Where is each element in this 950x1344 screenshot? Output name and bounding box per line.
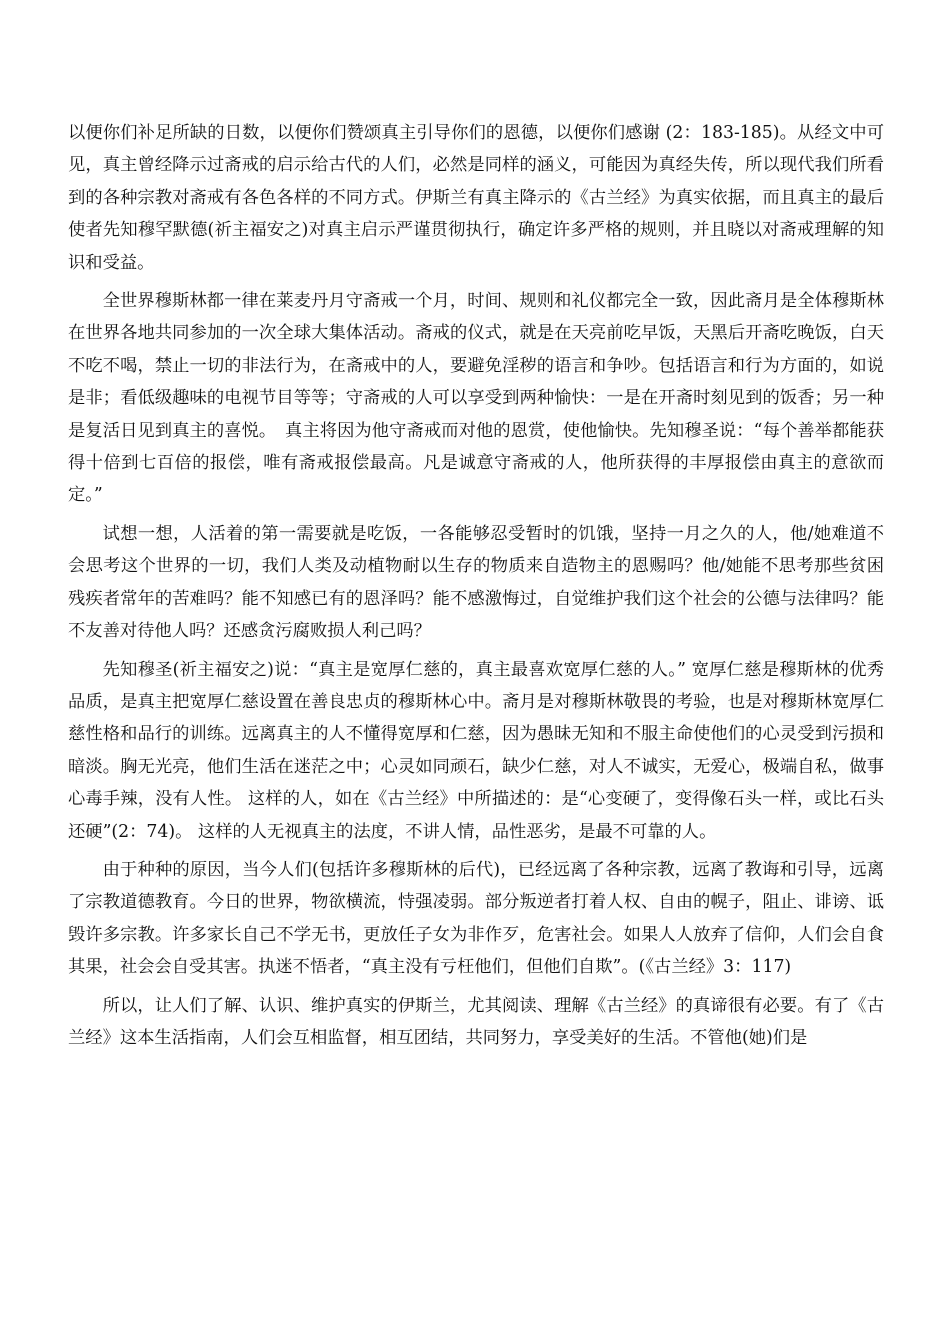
- paragraph-6: 所以，让人们了解、认识、维护真实的伊斯兰，尤其阅读、理解《古兰经》的真谛很有必要。有了《古兰经》这本生活指南，人们会互相监督，相互团结，共同努力，享受美好的生活。不管他(她)们是: [68, 995, 884, 1048]
- document-body: [68, 117, 884, 1060]
- paragraph-2: 全世界穆斯林都一律在莱麦丹月守斋戒一个月，时间、规则和礼仪都完全一致，因此斋月是全体穆斯林在世界各地共同参加的一次全球大集体活动。斋戒的仪式，就是在天亮前吃早饭，天黑后开斋吃晚饭，白天不吃不喝，禁止一切的非法行为，在斋戒中的人，要避免淫秽的语言和争吵。包括语言和行为方面的，如说是非；看低级趣味的电视节目等等；守斋戒的人可以享受到两种愉快：一是在开斋时刻见到的饭香；另一种是复活日见到真主的喜悦。 真主将因为他守斋戒而对他的恩赏，使他愉快。先知穆圣说：“每个善举都能获得十倍到七百倍的报偿，唯有斋戒报偿最高。凡是诚意守斋戒的人，他所获得的丰厚报偿由真主的意欲而定。”: [68, 291, 884, 506]
- paragraph-3: 试想一想，人活着的第一需要就是吃饭，一各能够忍受暂时的饥饿，坚持一月之久的人，他/她难道不会思考这个世界的一切，我们人类及动植物耐以生存的物质来自造物主的恩赐吗？他/她能不思考那些贫困残疾者常年的苦难吗？能不知感已有的恩泽吗？能不感激悔过，自觉维护我们这个社会的公德与法律吗？能不友善对待他人吗？还感贪污腐败损人利己吗？: [68, 523, 884, 642]
- paragraph-1: 以便你们补足所缺的日数，以便你们赞颂真主引导你们的恩德，以便你们感谢 (2：183-185)。从经文中可见，真主曾经降示过斋戒的启示给古代的人们，必然是同样的涵义，可能因为真经失传，所以现代我们所看到的各种宗教对斋戒有各色各样的不同方式。伊斯兰有真主降示的《古兰经》为真实依据，而且真主的最后使者先知穆罕默德(祈主福安之)对真主启示严谨贯彻执行，确定许多严格的规则，并且晓以对斋戒理解的知识和受益。: [68, 123, 884, 273]
- paragraph-4: 先知穆圣(祈主福安之)说：“真主是宽厚仁慈的，真主最喜欢宽厚仁慈的人。” 宽厚仁慈是穆斯林的优秀品质，是真主把宽厚仁慈设置在善良忠贞的穆斯林心中。斋月是对穆斯林敬畏的考验，也是对穆斯林宽厚仁慈性格和品行的训练。远离真主的人不懂得宽厚和仁慈，因为愚昧无知和不服主命使他们的心灵受到污损和暗淡。胸无光亮，他们生活在迷茫之中；心灵如同顽石，缺少仁慈，对人不诚实，无爱心，极端自私，做事心毒手辣，没有人性。 这样的人，如在《古兰经》中所描述的：是“心变硬了，变得像石头一样，或比石头还硬”(2：74)。 这样的人无视真主的法度，不讲人情，品性恶劣，是最不可靠的人。: [68, 659, 884, 842]
- paragraph-5: 由于种种的原因，当今人们(包括许多穆斯林的后代)，已经远离了各种宗教，远离了教诲和引导，远离了宗教道德教育。今日的世界，物欲横流，恃强凌弱。部分叛逆者打着人权、自由的幌子，阻止、诽谤、诋毁许多宗教。许多家长自己不学无书，更放任子女为非作歹，危害社会。如果人人放弃了信仰，人们会自食其果，社会会自受其害。执迷不悟者，“真主没有亏枉他们，但他们自欺”。(《古兰经》3：117): [68, 859, 884, 978]
